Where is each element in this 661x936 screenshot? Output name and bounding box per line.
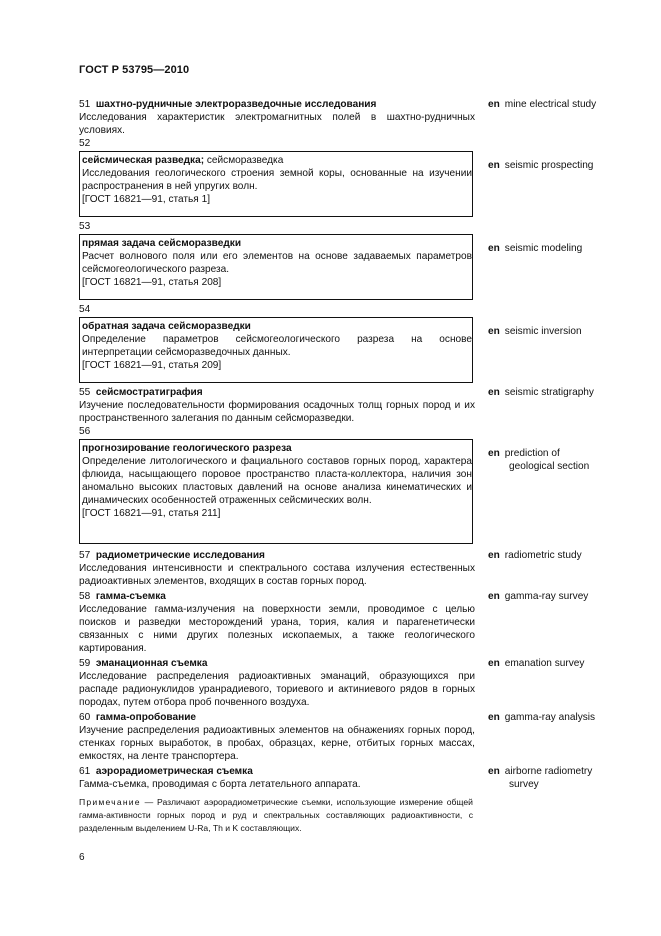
term-entry-54 xyxy=(79,317,473,383)
term-en: seismic prospecting xyxy=(504,160,594,171)
term-entry-57 xyxy=(79,549,475,588)
term-source: [ГОСТ 16821—91, статья 211] xyxy=(82,508,221,519)
document-header: ГОСТ Р 53795—2010 xyxy=(79,64,190,76)
term-entry-60 xyxy=(79,711,475,763)
en-equivalent-57 xyxy=(488,549,618,562)
term-entry-51 xyxy=(79,98,475,137)
entry-number: 59 xyxy=(79,658,91,669)
term-definition: Определение параметров сейсмогеологического разреза на основе интерпретации сейсморазведочных данных. xyxy=(82,334,472,358)
entry-number: 57 xyxy=(79,550,91,561)
term-ru: радиометрические исследования xyxy=(95,550,265,561)
term-source: [ГОСТ 16821—91, статья 209] xyxy=(82,360,222,371)
term-en: seismic stratigraphy xyxy=(504,387,594,398)
lang-label: en xyxy=(488,766,500,777)
term-en: seismic modeling xyxy=(504,243,583,254)
term-ru: сейсмическая разведка; xyxy=(82,155,205,166)
lang-label: en xyxy=(488,387,500,398)
entry-number: 58 xyxy=(79,591,91,602)
term-en-cont: survey xyxy=(509,779,539,790)
en-equivalent-52 xyxy=(488,159,618,172)
entry-number: 52 xyxy=(79,138,91,149)
term-definition: Исследование гамма-излучения на поверхности земли, проводимое с целью поисков и разведки месторождений урана, тория, калия и парагенетически связанных с ними других полезных ископаемых, а также геологического картирования. xyxy=(79,604,475,654)
en-equivalent-59 xyxy=(488,657,618,670)
en-equivalent-56 xyxy=(488,447,618,473)
term-ru: аэрорадиометрическая съемка xyxy=(95,766,253,777)
term-ru: гамма-опробование xyxy=(95,712,197,723)
term-en: seismic inversion xyxy=(504,326,582,337)
entry-number: 55 xyxy=(79,387,91,398)
entry-number: 56 xyxy=(79,426,91,437)
term-definition: Гамма-съемка, проводимая с борта летательного аппарата. xyxy=(79,779,361,790)
lang-label: en xyxy=(488,448,500,459)
note-label: Примечание xyxy=(79,797,141,807)
lang-label: en xyxy=(488,99,500,110)
term-en: emanation survey xyxy=(504,658,585,669)
en-equivalent-55 xyxy=(488,386,618,399)
term-ru: сейсмостратиграфия xyxy=(95,387,203,398)
term-ru: прогнозирование геологического разреза xyxy=(82,443,292,454)
term-definition: Исследования геологического строения земной коры, основанные на изучении распространения в ней упругих волн. xyxy=(82,168,472,192)
lang-label: en xyxy=(488,658,500,669)
lang-label: en xyxy=(488,326,500,337)
term-definition: Расчет волнового поля или его элементов на основе задаваемых параметров сейсмогеологического разреза. xyxy=(82,251,472,275)
term-definition: Определение литологического и фациального составов горных пород, характера флюида, насыщающего поровое пространство пласта-коллектора, наличия зон аномально высоких пластовых давлений на основе анализа кинематических и динамических особенностей отраженных сейсмических волн. xyxy=(82,456,472,506)
term-en: airborne radiometry xyxy=(504,766,593,777)
en-equivalent-60 xyxy=(488,711,618,724)
lang-label: en xyxy=(488,591,500,602)
entry-number: 54 xyxy=(79,304,91,315)
term-entry-59 xyxy=(79,657,475,709)
term-ru: прямая задача сейсморазведки xyxy=(82,238,242,249)
en-equivalent-61 xyxy=(488,765,618,791)
term-entry-58 xyxy=(79,590,475,655)
term-en: mine electrical study xyxy=(504,99,597,110)
term-synonym: сейсморазведка xyxy=(204,155,284,166)
term-source: [ГОСТ 16821—91, статья 208] xyxy=(82,277,222,288)
term-definition: Исследования интенсивности и спектрального состава излучения естественных радиоактивных элементов, входящих в состав горных пород. xyxy=(79,563,475,587)
term-ru: обратная задача сейсморазведки xyxy=(82,321,251,332)
term-definition: Изучение распределения радиоактивных элементов на обнажениях горных пород, стенках горных выработок, в пробах, образцах, керне, отбитых горных массах, емкостях, на ленте транспортера. xyxy=(79,725,475,762)
term-en: prediction of xyxy=(504,448,560,459)
term-en: radiometric study xyxy=(504,550,582,561)
term-entry-53 xyxy=(79,234,473,300)
entry-number: 61 xyxy=(79,766,91,777)
note-text: — Различают аэрорадиометрические съемки, использующие измерение общей гамма-активности горных пород и руд и спектральных составляющих радиоактивности, с разделенным выделением U-Ra, Th и K составляющих. xyxy=(79,797,473,833)
en-equivalent-58 xyxy=(488,590,618,603)
term-en: gamma-ray survey xyxy=(504,591,589,602)
lang-label: en xyxy=(488,243,500,254)
term-entry-61 xyxy=(79,765,475,791)
term-entry-52 xyxy=(79,151,473,217)
term-entry-56 xyxy=(79,439,473,544)
term-definition: Изучение последовательности формирования осадочных толщ горных пород и их пространственного залегания по данным сейсморазведки. xyxy=(79,400,475,424)
term-ru: шахтно-рудничные электроразведочные исследования xyxy=(95,99,377,110)
en-equivalent-53 xyxy=(488,242,618,255)
en-equivalent-54 xyxy=(488,325,618,338)
entry-number: 60 xyxy=(79,712,91,723)
term-ru: эманационная съемка xyxy=(95,658,208,669)
en-equivalent-51 xyxy=(488,98,618,111)
term-en-cont: geological section xyxy=(509,461,590,472)
page-number: 6 xyxy=(79,852,85,863)
lang-label: en xyxy=(488,160,500,171)
lang-label: en xyxy=(488,712,500,723)
entry-number: 53 xyxy=(79,221,91,232)
term-source: [ГОСТ 16821—91, статья 1] xyxy=(82,194,210,205)
term-definition: Исследование распределения радиоактивных эманаций, образующихся при распаде радионуклидов уранрадиевого, ториевого и актиниевого рядов в горных породах, путем отбора проб почвенного воздуха. xyxy=(79,671,475,708)
term-en: gamma-ray analysis xyxy=(504,712,596,723)
term-ru: гамма-съемка xyxy=(95,591,166,602)
term-entry-55 xyxy=(79,386,475,425)
entry-number: 51 xyxy=(79,99,91,110)
lang-label: en xyxy=(488,550,500,561)
note xyxy=(79,796,473,835)
term-definition: Исследования характеристик электромагнитных полей в шахтно-рудничных условиях. xyxy=(79,112,475,136)
